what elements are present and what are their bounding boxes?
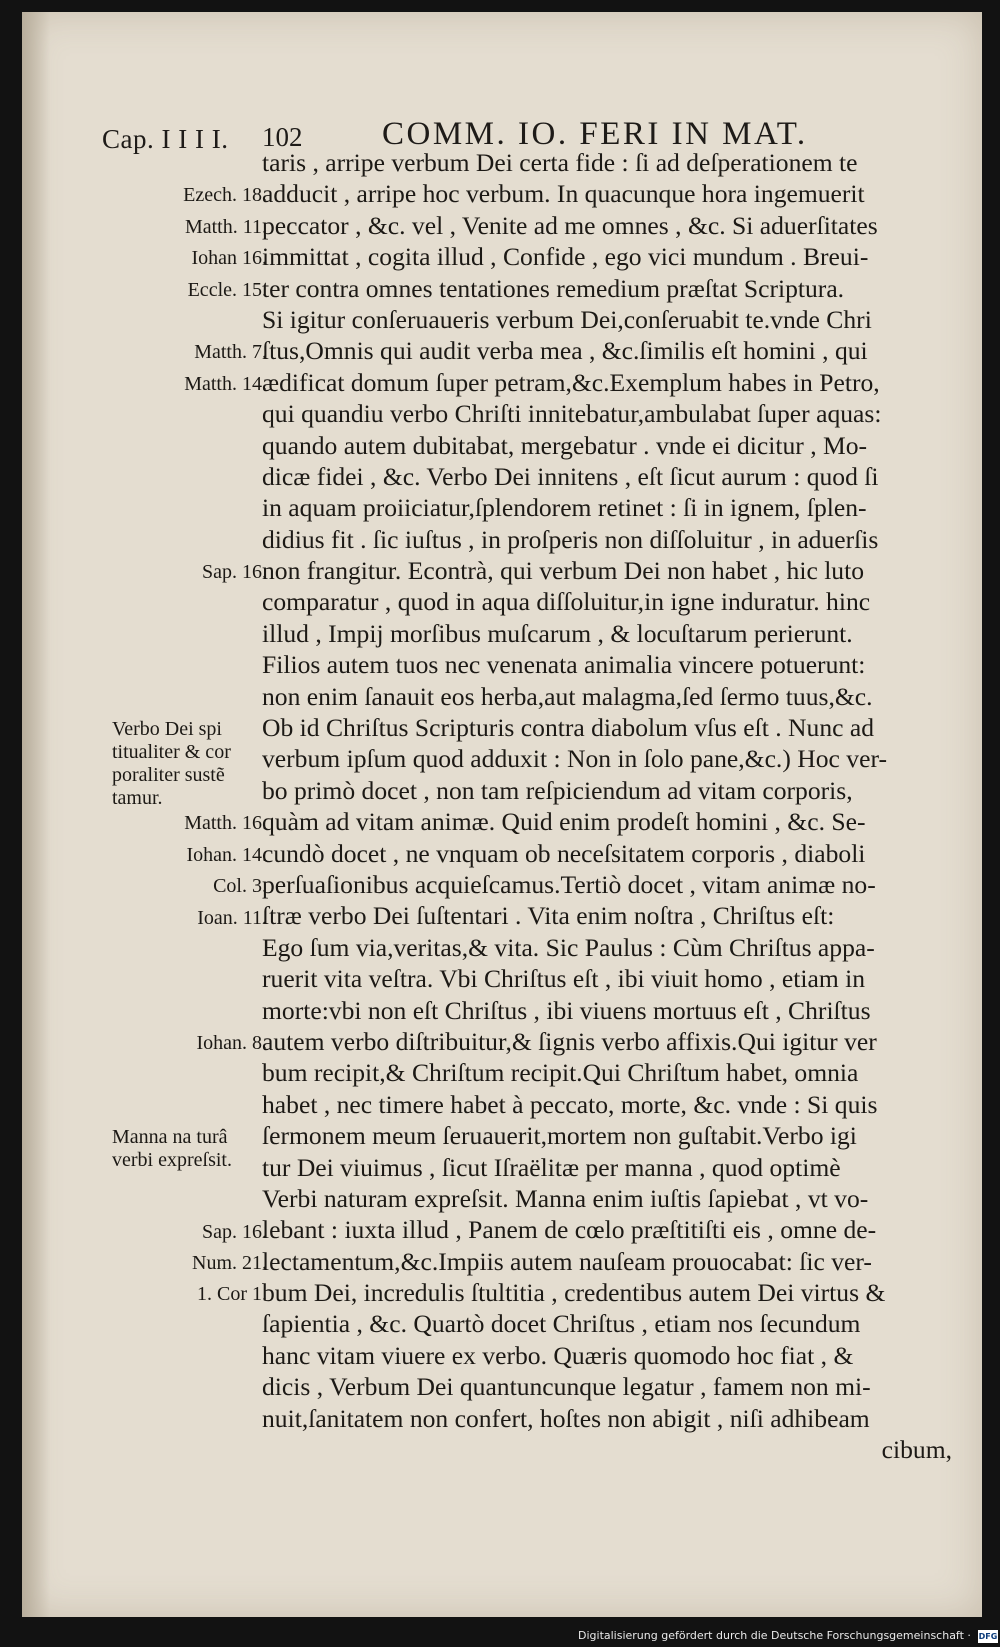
margin-note: Iohan. 8. xyxy=(196,1032,267,1055)
text-line: illud , Impij morſibus muſcarum , & locuſtarum perierunt. xyxy=(262,618,853,648)
text-line: taris , arripe verbum Dei certa fide : ſi ad deſperationem te xyxy=(262,148,858,177)
text-line: ſtus,Omnis qui audit verba mea , &c.ſimilis eſt homini , qui xyxy=(262,336,868,366)
text-line: habet , nec timere habet à peccato, morte, &c. vnde : Si quis xyxy=(262,1089,878,1119)
margin-note: Sap. 16. xyxy=(202,1220,267,1243)
margin-note: Num. 21. xyxy=(192,1252,267,1274)
text-line: dicæ fidei , &c. Verbo Dei innitens , eſt ſicut aurum : quod ſi xyxy=(262,461,879,491)
text-line: perſuaſionibus acquieſcamus.Tertiò docet , vitam animæ no- xyxy=(262,869,876,899)
digitization-credit: Digitalisierung gefördert durch die Deutsche Forschungsgemeinschaft · xyxy=(578,1629,971,1642)
text-line: comparatur , quod in aqua diſſoluitur,in igne induratur. hinc xyxy=(262,587,871,617)
dfg-logo: DFG xyxy=(978,1632,998,1641)
text-line: qui quandiu verbo Chriſti innitebatur,ambulabat ſuper aquas: xyxy=(262,399,882,429)
text-line: quàm ad vitam animæ. Quid enim prodeſt homini , &c. Se- xyxy=(262,807,866,837)
catchword: cibum, xyxy=(881,1435,952,1465)
margin-note: Ioan. 11. xyxy=(197,906,267,929)
text-line: ſtræ verbo Dei ſuſtentari . Vita enim noſtra , Chriſtus eſt: xyxy=(262,901,835,931)
text-line: bum recipit,& Chriſtum recipit.Qui Chriſtum habet, omnia xyxy=(262,1058,859,1088)
text-line: Filios autem tuos nec venenata animalia vincere potuerunt: xyxy=(262,650,866,680)
text-line: Verbi naturam expreſsit. Manna enim iuſtis ſapiebat , vt vo- xyxy=(262,1183,869,1213)
book-page xyxy=(22,12,982,1617)
text-line: autem verbo diſtribuitur,& ſignis verbo affixis.Qui igitur ver xyxy=(262,1026,877,1056)
text-line: ædificat domum ſuper petram,&c.Exemplum habes in Petro, xyxy=(262,367,880,397)
margin-note: Matth. 7. xyxy=(194,341,267,364)
body-text xyxy=(262,147,962,1465)
margin-note: Manna na turâ verbi expreſsit. xyxy=(112,1126,232,1172)
margin-note: Matth. 14. xyxy=(184,372,267,395)
text-line: ſapientia , &c. Quartò docet Chriſtus , etiam nos ſecundum xyxy=(262,1309,861,1339)
text-line: nuit,ſanitatem non confert, hoſtes non abigit , niſi adhibeam xyxy=(262,1403,870,1433)
margin-note: Ezech. 18. xyxy=(183,184,267,207)
text-line: bum Dei, incredulis ſtultitia , credentibus autem Dei virtus & xyxy=(262,1278,886,1308)
text-line: cundò docet , ne vnquam ob neceſsitatem corporis , diaboli xyxy=(262,838,866,868)
text-line: ter contra omnes tentationes remedium præſtat Scriptura. xyxy=(262,273,845,303)
margin-note: Matth. 16. xyxy=(184,812,267,835)
text-line: Ego ſum via,veritas,& vita. Sic Paulus : Cùm Chriſtus appa- xyxy=(262,932,875,962)
text-line: in aquam proiiciatur,ſplendorem retinet : ſi in ignem, ſplen- xyxy=(262,493,867,523)
margin-note: Sap. 16. xyxy=(202,561,267,584)
text-line: adducit , arripe hoc verbum. In quacunque hora ingemuerit xyxy=(262,179,865,209)
page-gutter-shadow xyxy=(22,12,50,1617)
text-line: didius fit . ſic iuſtus , in proſperis non diſſoluitur , in aduerſis xyxy=(262,524,879,554)
text-line: bo primò docet , non tam reſpiciendum ad vitam corporis, xyxy=(262,775,853,805)
margin-note: Verbo Dei spi titualiter & cor poraliter sustẽ tamur. xyxy=(112,718,231,810)
text-line: peccator , &c. vel , Venite ad me omnes , &c. Si aduerſitates xyxy=(262,210,878,240)
text-line: ruerit vita veſtra. Vbi Chriſtus eſt , ibi viuit homo , etiam in xyxy=(262,964,866,994)
text-line: dicis , Verbum Dei quantuncunque legatur , famem non mi- xyxy=(262,1372,871,1402)
text-line: immittat , cogita illud , Confide , ego vici mundum . Breui- xyxy=(262,242,869,272)
text-line: lebant : iuxta illud , Panem de cœlo præſtitiſti eis , omne de- xyxy=(262,1215,877,1245)
text-line: Ob id Chriſtus Scripturis contra diabolum vſus eſt . Nunc ad xyxy=(262,713,875,743)
text-line: non enim ſanauit eos herba,aut malagma,ſed ſermo tuus,&c. xyxy=(262,681,873,711)
text-line: ſermonem meum ſeruauerit,mortem non guſtabit.Verbo igi xyxy=(262,1121,857,1151)
text-line: morte:vbi non eſt Chriſtus , ibi viuens mortuus eſt , Chriſtus xyxy=(262,995,871,1025)
text-line: verbum ipſum quod adduxit : Non in ſolo pane,&c.) Hoc ver- xyxy=(262,744,887,774)
text-line: tur Dei viuimus , ſicut Iſraëlitæ per manna , quod optimè xyxy=(262,1152,841,1182)
text-line: quando autem dubitabat, mergebatur . vnde ei dicitur , Mo- xyxy=(262,430,868,460)
text-line: lectamentum,&c.Impiis autem nauſeam prouocabat: ſic ver- xyxy=(262,1246,872,1276)
margin-note: Eccle. 15. xyxy=(187,278,267,301)
running-title: COMM. IO. FERI IN MAT. xyxy=(382,116,808,152)
folio-number: 102 xyxy=(262,122,303,152)
margin-note: Matth. 11. xyxy=(184,215,267,238)
margin-note: 1. Cor 1. xyxy=(197,1283,267,1306)
text-line: hanc vitam viuere ex verbo. Quæris quomodo hoc fiat , & xyxy=(262,1340,854,1370)
page-header xyxy=(82,110,942,154)
text-line: Si igitur conſeruaueris verbum Dei,conſeruabit te.vnde Chri xyxy=(262,304,872,334)
margin-note: Col. 3. xyxy=(213,875,267,898)
text-line: non frangitur. Econtrà, qui verbum Dei non habet , hic luto xyxy=(262,556,865,586)
chapter-number: Cap. I I I I. xyxy=(102,124,229,154)
margin-note: Iohan 16. xyxy=(191,247,267,270)
margin-note: Iohan. 14. xyxy=(186,843,267,866)
